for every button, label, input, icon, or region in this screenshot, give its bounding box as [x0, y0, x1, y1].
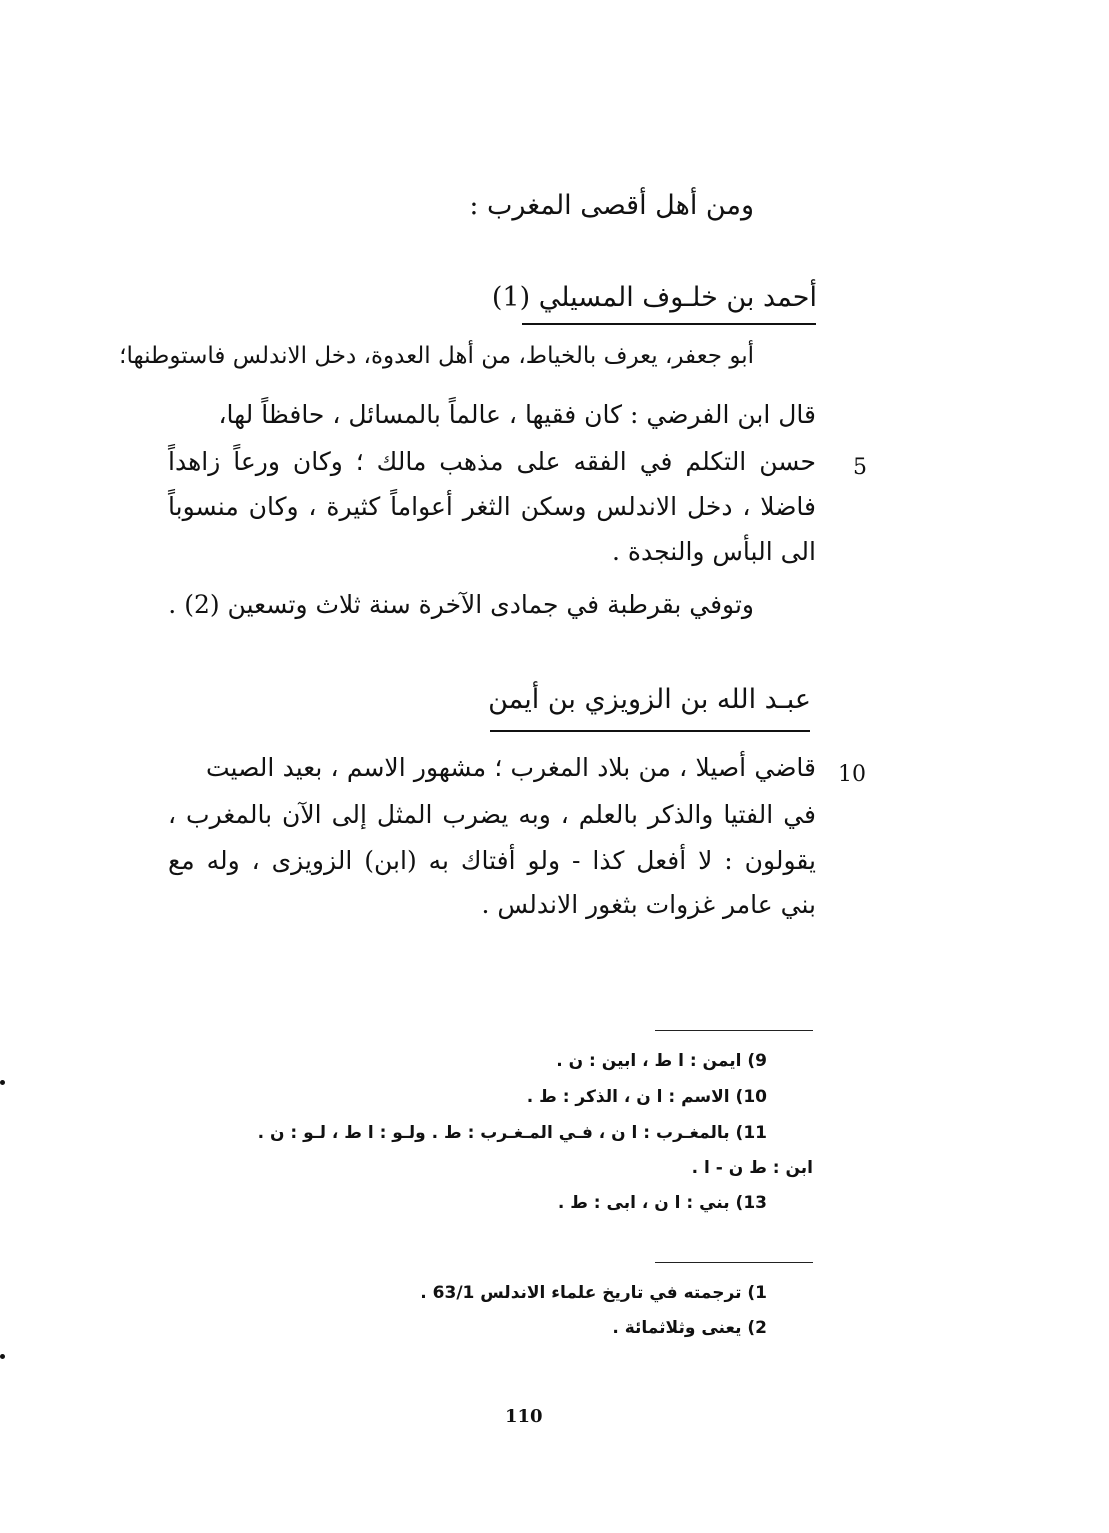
scan-speck	[0, 1354, 5, 1359]
line-number: 5	[853, 455, 867, 480]
text-line: حسن التكلم في الفقه على مذهب مالك ؛ وكان ورعاً زاهداً	[168, 447, 816, 476]
scan-speck	[0, 1080, 5, 1085]
entry-title: أحمد بن خلـوف المسيلي (1)	[491, 282, 817, 313]
text-line: بني عامر غزوات بثغور الاندلس .	[481, 890, 816, 919]
line-number: 10	[838, 762, 866, 787]
footnote: 2) يعنى وثلاثمائة .	[612, 1318, 767, 1338]
title-underline	[490, 730, 810, 732]
text-line: الى البأس والنجدة .	[612, 537, 816, 566]
text-line: في الفتيا والذكر بالعلم ، وبه يضرب المثل إلى الآن بالمغرب ،	[168, 800, 816, 829]
text-line: أبو جعفر، يعرف بالخياط، من أهل العدوة، دخل الاندلس فاستوطنها؛	[119, 343, 754, 369]
apparatus-line: ابن : ط ن - ا .	[691, 1158, 813, 1178]
entry-title: عبـد الله بن الزويزي بن أيمن	[488, 684, 811, 715]
text-line: يقولون : لا أفعل كذا - ولو أفتاك به (ابن) الزويزى ، وله مع	[168, 846, 816, 875]
footnote: 1) ترجمته في تاريخ علماء الاندلس 63/1 .	[420, 1283, 767, 1303]
text-line: قال ابن الفرضي : كان فقيها ، عالماً بالمسائل ، حافظاً لها،	[218, 400, 816, 429]
text-line: فاضلا ، دخل الاندلس وسكن الثغر أعواماً كثيرة ، وكان منسوباً	[168, 492, 816, 521]
section-heading: ومن أهل أقصى المغرب :	[469, 190, 754, 221]
footnote-divider	[655, 1262, 813, 1263]
apparatus-line: 11) بالمغـرب : ا ن ، فـي المـغـرب : ط . ولـو : ا ط ، لـو : ن .	[257, 1123, 767, 1143]
page-number: 110	[505, 1406, 543, 1427]
apparatus-line: 13) بني : ا ن ، ابى : ط .	[557, 1193, 767, 1213]
apparatus-line: 9) ايمن : ا ط ، ابين : ن .	[556, 1051, 767, 1071]
apparatus-line: 10) الاسم : ا ن ، الذكر : ط .	[526, 1087, 767, 1107]
text-line: وتوفي بقرطبة في جمادى الآخرة سنة ثلاث وتسعين (2) .	[168, 590, 754, 619]
apparatus-divider	[655, 1030, 813, 1031]
text-line: قاضي أصيلا ، من بلاد المغرب ؛ مشهور الاسم ، بعيد الصيت	[206, 753, 816, 782]
title-underline	[522, 323, 816, 325]
